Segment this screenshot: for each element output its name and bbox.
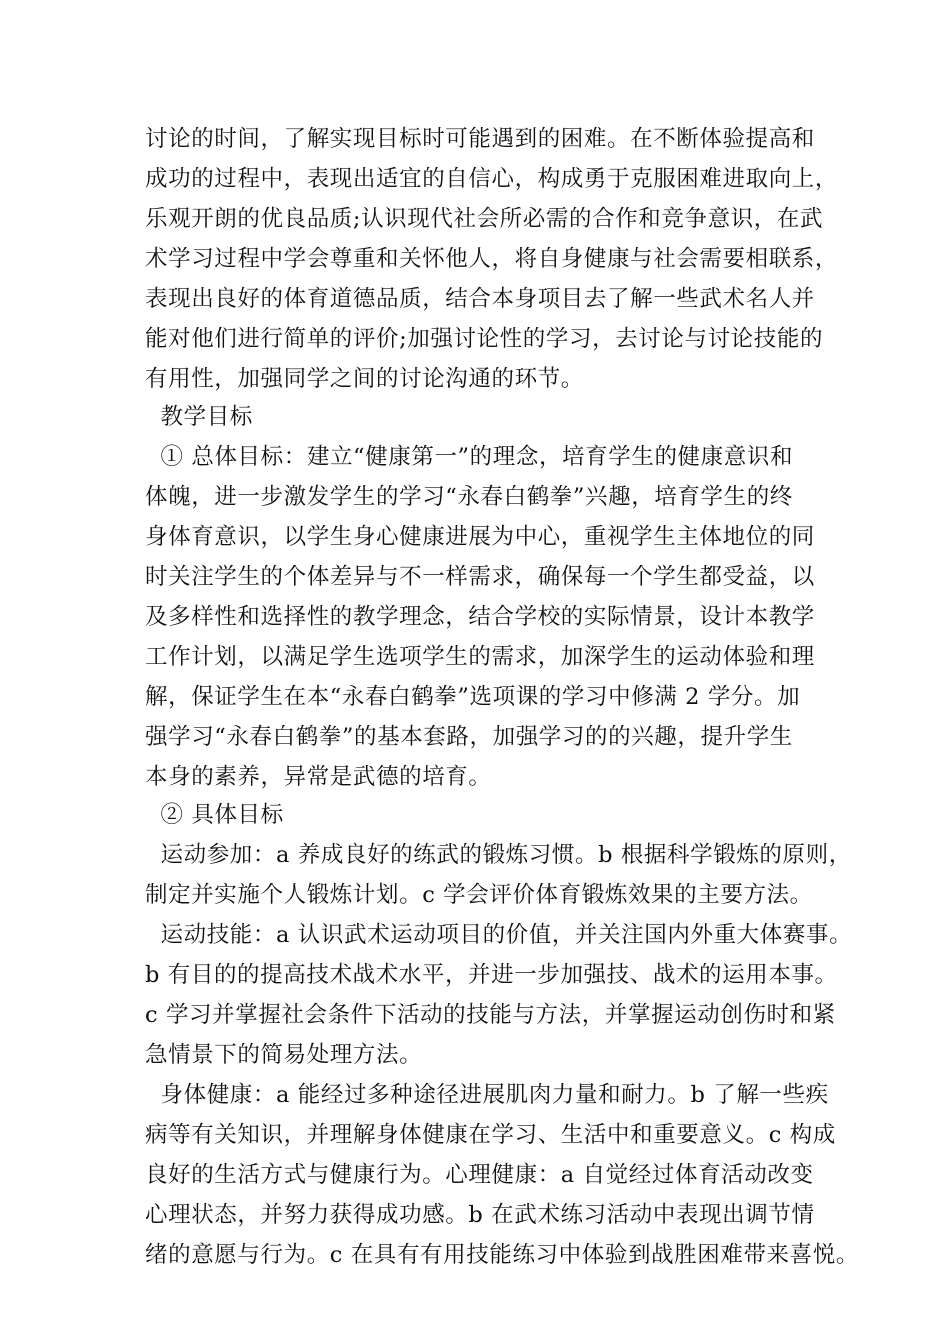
- text-line: 心理状态，并努力获得成功感。b 在武术练习活动中表现出调节情: [145, 1202, 815, 1228]
- text-line: c 学习并掌握社会条件下活动的技能与方法，并掌握运动创伤时和紧: [145, 1002, 836, 1028]
- text-line: 成功的过程中，表现出适宜的自信心，构成勇于克服困难进取向上，: [145, 166, 839, 192]
- text-line: 表现出良好的体育道德品质，结合本身项目去了解一些武术名人并: [145, 286, 815, 312]
- text-line: 强学习“永春白鹤拳”的基本套路，加强学习的的兴趣，提升学生: [145, 724, 793, 750]
- text-line: 制定并实施个人锻炼计划。c 学会评价体育锻炼效果的主要方法。: [145, 882, 813, 908]
- text-line: 及多样性和选择性的教学理念，结合学校的实际情景，设计本教学: [145, 604, 815, 630]
- text-line: 乐观开朗的优良品质;认识现代社会所必需的合作和竞争意识，在武: [145, 206, 824, 232]
- text-line: 良好的生活方式与健康行为。心理健康：a 自觉经过体育活动改变: [145, 1162, 814, 1188]
- text-line: 术学习过程中学会尊重和关怀他人，将自身健康与社会需要相联系，: [145, 246, 839, 272]
- subsection-heading: ② 具体目标: [145, 802, 284, 828]
- text-line: 病等有关知识，并理解身体健康在学习、生活中和重要意义。c 构成: [145, 1122, 836, 1148]
- text-line: ① 总体目标：建立“健康第一”的理念，培育学生的健康意识和: [145, 444, 794, 470]
- text-line: 有用性，加强同学之间的讨论沟通的环节。: [145, 366, 584, 392]
- text-line: 急情景下的简易处理方法。: [145, 1042, 423, 1068]
- text-line: 体魄，进一步激发学生的学习“永春白鹤拳”兴趣，培育学生的终: [145, 484, 793, 510]
- text-line: 身体健康：a 能经过多种途径进展肌肉力量和耐力。b 了解一些疾: [145, 1082, 829, 1108]
- text-line: b 有目的的提高技术战术水平，并进一步加强技、战术的运用本事。: [145, 962, 838, 988]
- text-line: 绪的意愿与行为。c 在具有有用技能练习中体验到战胜困难带来喜悦。: [145, 1242, 859, 1268]
- section-heading: 教学目标: [145, 404, 253, 430]
- text-line: 能对他们进行简单的评价;加强讨论性的学习，去讨论与讨论技能的: [145, 326, 824, 352]
- text-line: 本身的素养，异常是武德的培育。: [145, 764, 492, 790]
- text-line: 时关注学生的个体差异与不一样需求，确保每一个学生都受益，以: [145, 564, 815, 590]
- text-line: 解，保证学生在本“永春白鹤拳”选项课的学习中修满 2 学分。加: [145, 684, 801, 710]
- text-line: 运动参加：a 养成良好的练武的锻炼习惯。b 根据科学锻炼的原则，: [145, 842, 852, 868]
- text-line: 讨论的时间，了解实现目标时可能遇到的困难。在不断体验提高和: [145, 126, 815, 152]
- text-line: 运动技能：a 认识武术运动项目的价值，并关注国内外重大体赛事。: [145, 922, 853, 948]
- text-line: 工作计划，以满足学生选项学生的需求，加深学生的运动体验和理: [145, 644, 815, 670]
- text-line: 身体育意识，以学生身心健康进展为中心，重视学生主体地位的同: [145, 524, 815, 550]
